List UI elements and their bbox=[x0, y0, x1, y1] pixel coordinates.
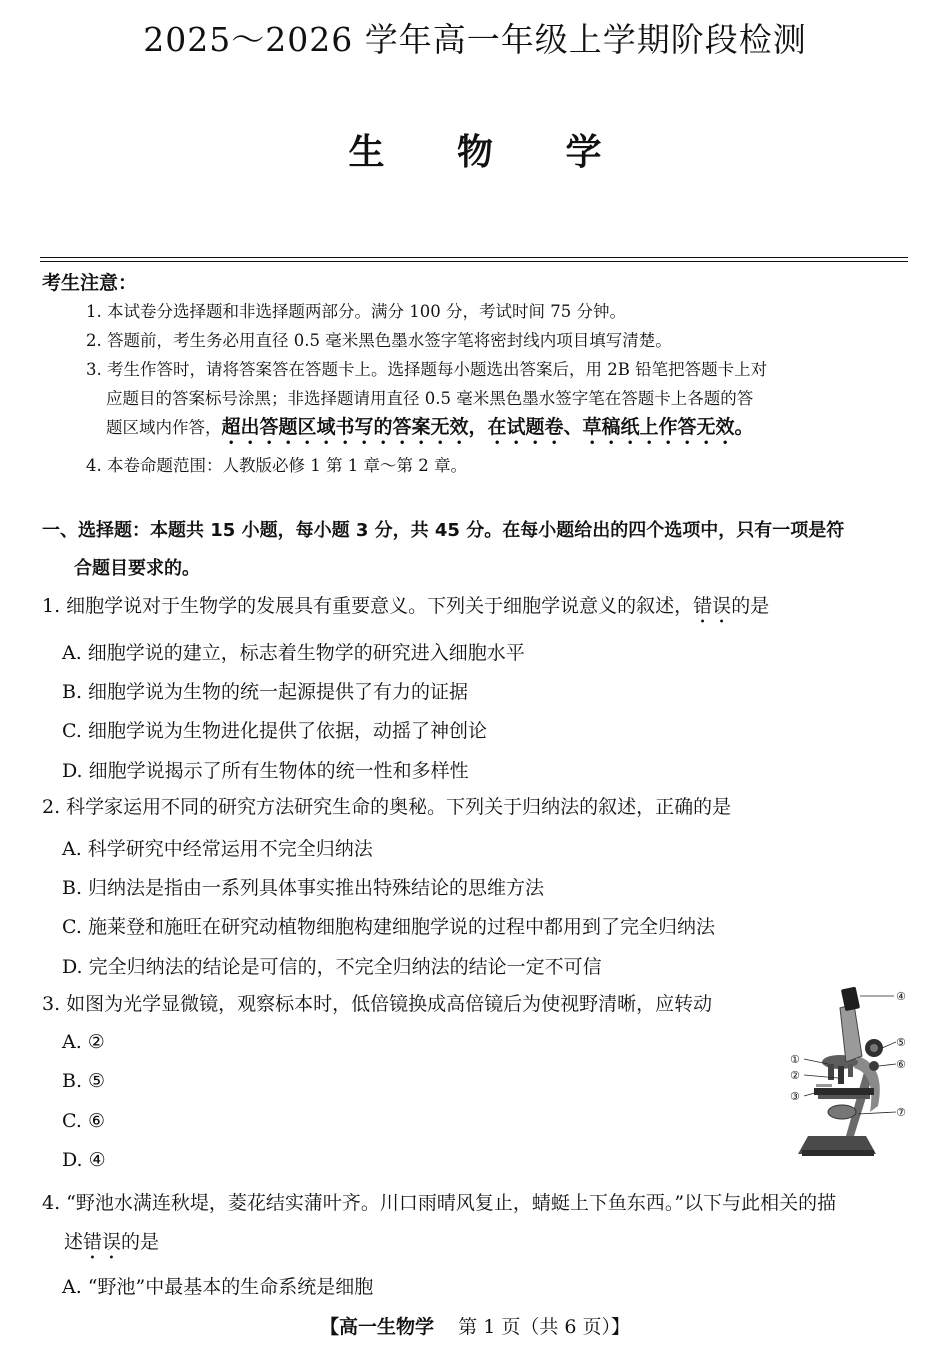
question-1-option-a: A. 细胞学说的建立，标志着生物学的研究进入细胞水平 bbox=[62, 642, 525, 664]
question-1-emphasis: 错误 bbox=[693, 595, 732, 617]
question-4-option-a: A. “野池”中最基本的生命系统是细胞 bbox=[62, 1276, 374, 1298]
question-3-option-a: A. ② bbox=[62, 1031, 105, 1053]
page-footer bbox=[0, 1312, 950, 1339]
question-4-text: 述 bbox=[64, 1231, 84, 1253]
question-4-stem-line1: 4. “野池水满连秋堤，菱花结实蒲叶齐。川口雨晴风复止，蜻蜓上下鱼东西。”以下与此相关的描 bbox=[42, 1192, 837, 1214]
question-2-option-c: C. 施莱登和施旺在研究动植物细胞构建细胞学说的过程中都用到了完全归纳法 bbox=[62, 916, 715, 938]
divider-top bbox=[40, 257, 908, 258]
question-4-stem-line2 bbox=[64, 1225, 904, 1264]
subject-title: 生 物 学 bbox=[348, 132, 632, 173]
question-4-emphasis: 错误 bbox=[83, 1231, 122, 1253]
figure-label-3: ③ bbox=[790, 1090, 800, 1103]
footer-subject: 【高一生物学 bbox=[319, 1316, 434, 1338]
question-2-option-a: A. 科学研究中经常运用不完全归纳法 bbox=[62, 838, 373, 860]
question-1-text: 1. 细胞学说对于生物学的发展具有重要意义。下列关于细胞学说意义的叙述， bbox=[42, 595, 694, 617]
section-heading-line2: 合题目要求的。 bbox=[74, 558, 200, 579]
figure-label-2: ② bbox=[790, 1069, 800, 1082]
question-1-tail: 的是 bbox=[731, 595, 770, 617]
question-3-option-d: D. ④ bbox=[62, 1149, 106, 1171]
question-1-option-b: B. 细胞学说为生物的统一起源提供了有力的证据 bbox=[62, 681, 469, 703]
footer-page-number: 第 1 页（共 6 页）】 bbox=[458, 1316, 631, 1338]
figure-label-5: ⑤ bbox=[896, 1036, 906, 1049]
exam-title: 2025～2026 学年高一年级上学期阶段检测 bbox=[143, 20, 807, 59]
question-2-option-b: B. 归纳法是指由一系列具体事实推出特殊结论的思维方法 bbox=[62, 877, 545, 899]
question-1-option-d: D. 细胞学说揭示了所有生物体的统一性和多样性 bbox=[62, 760, 469, 782]
notice-item-3-line2: 应题目的答案标号涂黑；非选择题请用直径 0.5 毫米黑色墨水签字笔在答题卡上各题的答 bbox=[106, 389, 754, 408]
notice-heading: 考生注意： bbox=[42, 272, 138, 294]
notice-item-3-line3 bbox=[106, 414, 912, 449]
figure-label-4: ④ bbox=[896, 990, 906, 1003]
question-2-stem: 2. 科学家运用不同的研究方法研究生命的奥秘。下列关于归纳法的叙述，正确的是 bbox=[42, 796, 732, 818]
question-1-option-c: C. 细胞学说为生物进化提供了依据，动摇了神创论 bbox=[62, 720, 487, 742]
question-3-option-c: C. ⑥ bbox=[62, 1110, 105, 1132]
notice-item-3-line1: 3. 考生作答时，请将答案答在答题卡上。选择题每小题选出答案后，用 2B 铅笔把答题卡上对 bbox=[86, 360, 768, 379]
microscope-figure bbox=[788, 986, 912, 1164]
question-3-stem: 3. 如图为光学显微镜，观察标本时，低倍镜换成高倍镜后为使视野清晰，应转动 bbox=[42, 993, 713, 1015]
notice-item-1: 1. 本试卷分选择题和非选择题两部分。满分 100 分，考试时间 75 分钟。 bbox=[86, 302, 626, 321]
section-heading-line1: 一、选择题：本题共 15 小题，每小题 3 分，共 45 分。在每小题给出的四个选项中，只有一项是符 bbox=[42, 520, 845, 541]
divider-top-thin bbox=[40, 261, 908, 262]
notice-item-3-text: 题区域内作答， bbox=[106, 418, 222, 437]
figure-label-7: ⑦ bbox=[896, 1106, 906, 1119]
notice-item-2: 2. 答题前，考生务必用直径 0.5 毫米黑色墨水签字笔将密封线内项目填写清楚。 bbox=[86, 331, 672, 350]
question-2-option-d: D. 完全归纳法的结论是可信的，不完全归纳法的结论一定不可信 bbox=[62, 956, 602, 978]
question-4-tail: 的是 bbox=[121, 1231, 160, 1253]
question-1-stem bbox=[42, 589, 912, 628]
figure-label-6: ⑥ bbox=[896, 1058, 906, 1071]
notice-item-4: 4. 本卷命题范围：人教版必修 1 第 1 章～第 2 章。 bbox=[86, 456, 467, 475]
figure-label-1: ① bbox=[790, 1053, 800, 1066]
notice-item-3-emphasis: 超出答题区域书写的答案无效，在试题卷、草稿纸上作答无效。 bbox=[221, 416, 754, 438]
question-3-option-b: B. ⑤ bbox=[62, 1070, 106, 1092]
